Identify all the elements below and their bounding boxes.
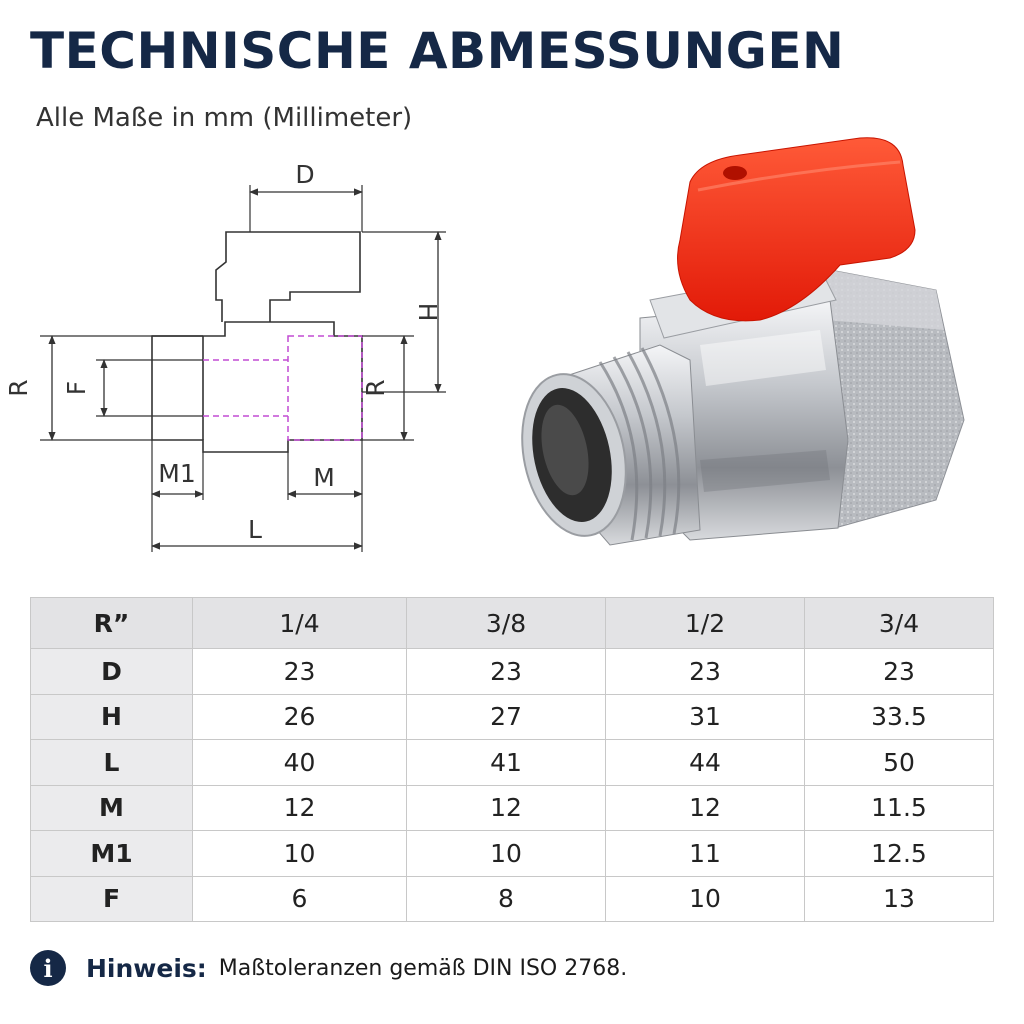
row-label: D — [31, 649, 193, 695]
column-header-size: 1/4 — [193, 598, 407, 649]
row-label: M1 — [31, 831, 193, 877]
dimensions-table — [30, 597, 994, 922]
valve-handle-outline — [216, 232, 360, 322]
column-header-size: 3/8 — [407, 598, 606, 649]
note-text: Maßtoleranzen gemäß DIN ISO 2768. — [218, 955, 628, 981]
table-cell: 23 — [407, 649, 606, 695]
table-cell: 31 — [606, 694, 805, 740]
table-cell: 27 — [407, 694, 606, 740]
table-cell: 10 — [193, 831, 407, 877]
table-cell: 11.5 — [805, 785, 994, 831]
table-cell: 33.5 — [805, 694, 994, 740]
table-row — [31, 740, 994, 786]
table-cell: 10 — [407, 831, 606, 877]
table-row — [31, 876, 994, 922]
note-label: Hinweis: — [86, 953, 207, 983]
technical-drawing — [0, 150, 480, 570]
table-cell: 40 — [193, 740, 407, 786]
internal-thread-hidden-lines — [203, 336, 362, 440]
table-cell: 12 — [407, 785, 606, 831]
table-row — [31, 649, 994, 695]
table-row — [31, 831, 994, 877]
table-cell: 12 — [606, 785, 805, 831]
info-icon: i — [30, 950, 66, 986]
table-cell: 23 — [193, 649, 407, 695]
ball-valve-image — [510, 120, 980, 560]
table-cell: 8 — [407, 876, 606, 922]
label-L: L — [248, 515, 262, 544]
row-label: M — [31, 785, 193, 831]
label-R-left: R — [4, 379, 33, 397]
table-cell: 23 — [805, 649, 994, 695]
table-cell: 41 — [407, 740, 606, 786]
table-cell: 6 — [193, 876, 407, 922]
column-header-r: R” — [31, 598, 193, 649]
table-cell: 50 — [805, 740, 994, 786]
table-cell: 12.5 — [805, 831, 994, 877]
valve-nipple-outline — [152, 336, 203, 440]
table-cell: 26 — [193, 694, 407, 740]
table-cell: 12 — [193, 785, 407, 831]
row-label: H — [31, 694, 193, 740]
page-title: TECHNISCHE ABMESSUNGEN — [30, 22, 845, 80]
label-D: D — [295, 160, 315, 189]
label-M: M — [313, 463, 335, 492]
row-label: F — [31, 876, 193, 922]
label-F: F — [62, 380, 91, 396]
column-header-size: 1/2 — [606, 598, 805, 649]
label-R-right: R — [361, 379, 390, 397]
table-cell: 10 — [606, 876, 805, 922]
table-cell: 11 — [606, 831, 805, 877]
label-H: H — [413, 302, 442, 322]
column-header-size: 3/4 — [805, 598, 994, 649]
page-subtitle: Alle Maße in mm (Millimeter) — [36, 103, 413, 133]
table-row — [31, 694, 994, 740]
label-M1: M1 — [158, 459, 196, 488]
table-cell: 13 — [805, 876, 994, 922]
table-header-row — [31, 598, 994, 649]
table-row — [31, 785, 994, 831]
table-cell: 23 — [606, 649, 805, 695]
table-cell: 44 — [606, 740, 805, 786]
note — [30, 946, 627, 990]
valve-body-outline — [152, 322, 362, 452]
row-label: L — [31, 740, 193, 786]
